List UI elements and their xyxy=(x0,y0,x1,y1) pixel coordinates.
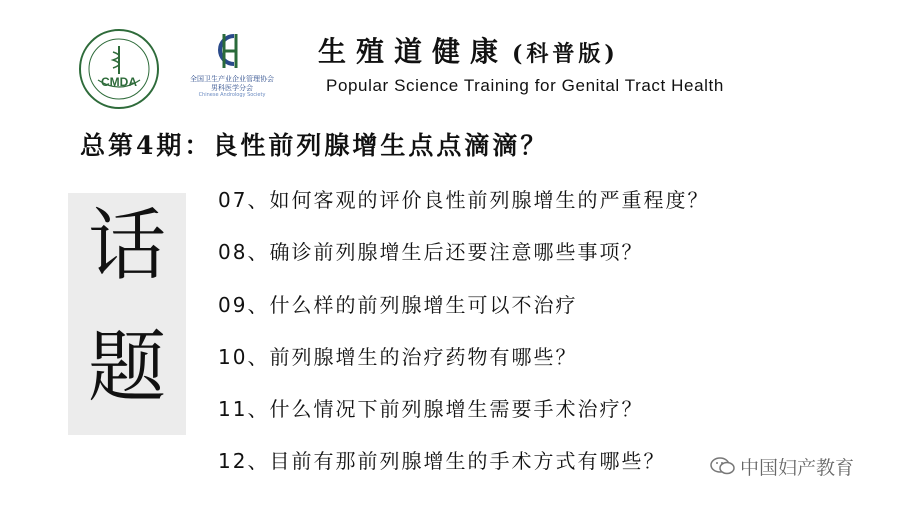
cmda-logo-text: CMDA xyxy=(101,75,137,89)
topic-item: 09、什么样的前列腺增生可以不治疗 xyxy=(218,292,578,317)
issue-heading: 总第4期：良性前列腺增生点点滴滴？ xyxy=(80,131,549,160)
topic-label-char: 话 xyxy=(87,201,166,291)
page-title-suffix: (科普版) xyxy=(512,41,619,67)
topic-item: 11、什么情况下前列腺增生需要手术治疗？ xyxy=(218,397,644,422)
wechat-icon xyxy=(710,456,736,476)
topic-label-char: 题 xyxy=(87,323,166,413)
topic-item: 10、前列腺增生的治疗药物有哪些？ xyxy=(218,344,578,369)
topic-item: 07、如何客观的评价良性前列腺增生的严重程度？ xyxy=(218,188,710,212)
topic-item: 08、确诊前列腺增生后还要注意哪些事项？ xyxy=(218,240,644,265)
society-logo xyxy=(172,28,292,100)
society-logo-line2: 男科医学分会 xyxy=(211,84,253,92)
page-title-main: 生殖道健康 xyxy=(318,35,509,68)
society-logo-line3: Chinese Andrology Society xyxy=(198,92,266,98)
page-title xyxy=(318,30,619,70)
watermark-text: 中国妇产教育 xyxy=(740,456,855,479)
society-logo-line1: 全国卫生产业企业管理协会 xyxy=(190,75,274,83)
watermark xyxy=(704,453,860,479)
cmda-logo-icon xyxy=(78,28,160,110)
topic-list xyxy=(218,183,709,497)
page-subtitle: Popular Science Training for Genital Tract Health xyxy=(326,76,724,95)
topic-label-box xyxy=(68,193,186,435)
society-emblem-icon xyxy=(206,28,246,74)
cmda-logo xyxy=(78,28,160,110)
topic-item: 12、目前有那前列腺增生的手术方式有哪些？ xyxy=(218,449,666,474)
